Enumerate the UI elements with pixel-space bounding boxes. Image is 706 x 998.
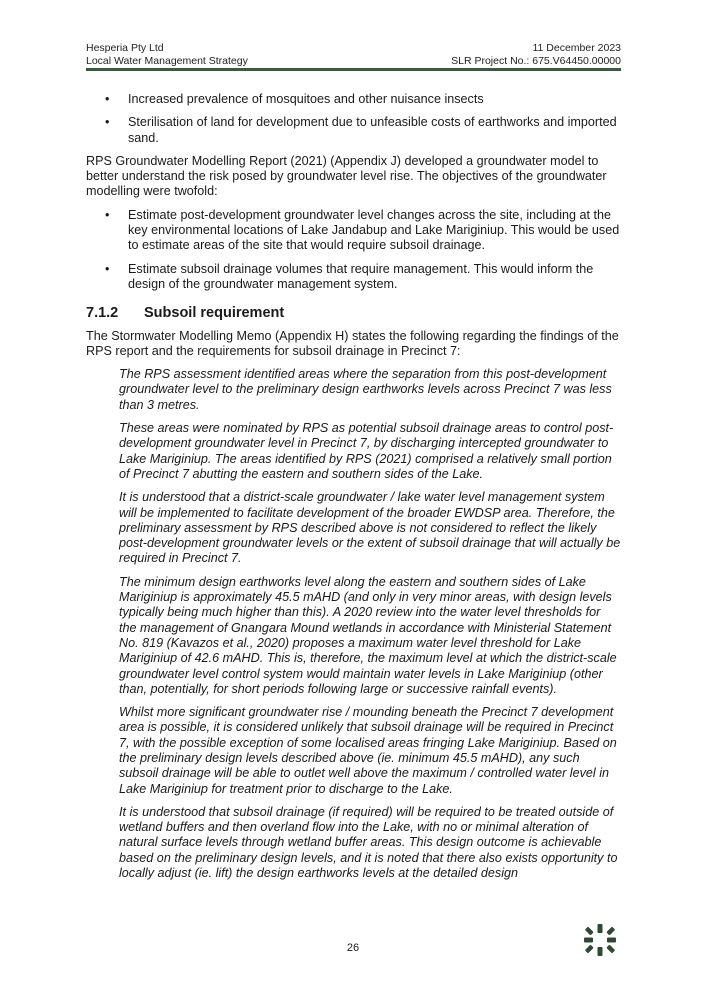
page-header	[86, 42, 621, 68]
quote-paragraph: These areas were nominated by RPS as potential subsoil drainage areas to control post-development groundwater level in Precinct 7, by discharging intercepted groundwater to Lake Mariginiup. The areas identified by RPS (2021) comprised a relatively small portion of Precinct 7 abutting the eastern and southern sides of the Lake.	[119, 421, 614, 481]
quote-paragraph: It is understood that subsoil drainage (if required) will be required to be treated outside of wetland buffers and then overland flow into the Lake, with no or minimal alteration of natural surface levels through wetland buffer areas. This design outcome is achievable based on the preliminary design levels, and it is noted that there also exists opportunity to locally adjust (ie. lift) the design earthworks levels at the detailed design	[119, 804, 618, 881]
list-item: • Sterilisation of land for development due to unfeasible costs of earthworks and imported sand.	[105, 115, 617, 145]
header-divider	[86, 68, 621, 71]
section-title: Subsoil requirement	[144, 305, 285, 322]
quote-paragraph: The RPS assessment identified areas where the separation from this post-development groundwater level to the preliminary design earthworks levels across Precinct 7 was less than 3 metres.	[119, 367, 612, 412]
list-item: • Increased prevalence of mosquitoes and other nuisance insects	[105, 92, 484, 106]
header-date: 11 December 2023	[532, 42, 621, 54]
bullet-icon: •	[105, 115, 110, 130]
quote-paragraph: The minimum design earthworks level along the eastern and southern sides of Lake Mariginiup is approximately 45.5 mAHD (and only in very minor areas, with design levels typically being much higher than this). A 2020 review into the water level thresholds for the management of Gnangara Mound wetlands in accordance with Ministerial Statement No. 819 (Kavazos et al., 2020) proposes a maximum water level threshold for Lake Mariginiup of 42.6 mAHD. This is, therefore, the maximum level at which the district-scale groundwater level control system would maintain water levels in Lake Mariginiup (other than, potentially, for short periods following large or successive rainfall events).	[119, 574, 617, 696]
section-number: 7.1.2	[86, 305, 119, 322]
list-item: • Estimate post-development groundwater level changes across the site, including at the key environmental locations of Lake Jandabup and Lake Mariginiup. This would be used to estimate areas of the site that would require subsoil drainage.	[105, 207, 620, 253]
header-company: Hesperia Pty Ltd	[86, 42, 164, 54]
block-quote	[86, 367, 621, 881]
page-number: 26	[346, 942, 360, 954]
slr-logo-icon	[582, 922, 618, 958]
quote-paragraph: Whilst more significant groundwater rise / mounding beneath the Precinct 7 development area is possible, it is considered unlikely that subsoil drainage will be required in Precinct 7, with the possible exception of some localised areas fringing Lake Mariginiup. Based on the preliminary design levels described above (ie. minimum 45.5 mAHD), any such subsoil drainage will be able to outlet well above the maximum / controlled water level in Lake Mariginiup for treatment prior to discharge to the Lake.	[119, 705, 617, 796]
page-body	[86, 92, 621, 889]
bullet-icon: •	[105, 92, 110, 106]
bullet-list-impacts	[86, 92, 621, 146]
header-document-title: Local Water Management Strategy	[86, 55, 248, 67]
intro-paragraph: RPS Groundwater Modelling Report (2021) (Appendix J) developed a groundwater model to better understand the risk posed by groundwater level rise. The objectives of the groundwater modelling were twofold:	[86, 153, 607, 199]
quote-paragraph: It is understood that a district-scale groundwater / lake water level management system will be implemented to facilitate development of the broader EWDSP area. Therefore, the preliminary assessment by RPS described above is not considered to reflect the likely post-development groundwater levels or the extent of subsoil drainage that will actually be required in Precinct 7.	[119, 490, 621, 566]
list-item: • Estimate subsoil drainage volumes that require management. This would inform the design of the groundwater management system.	[105, 261, 594, 291]
section-heading	[86, 306, 621, 321]
bullet-icon: •	[105, 261, 110, 276]
bullet-icon: •	[105, 207, 110, 222]
header-project-number: SLR Project No.: 675.V64450.00000	[451, 55, 621, 67]
section-intro-paragraph: The Stormwater Modelling Memo (Appendix H) states the following regarding the findings of the RPS report and the requirements for subsoil drainage in Precinct 7:	[86, 328, 619, 358]
bullet-list-objectives	[86, 208, 621, 292]
